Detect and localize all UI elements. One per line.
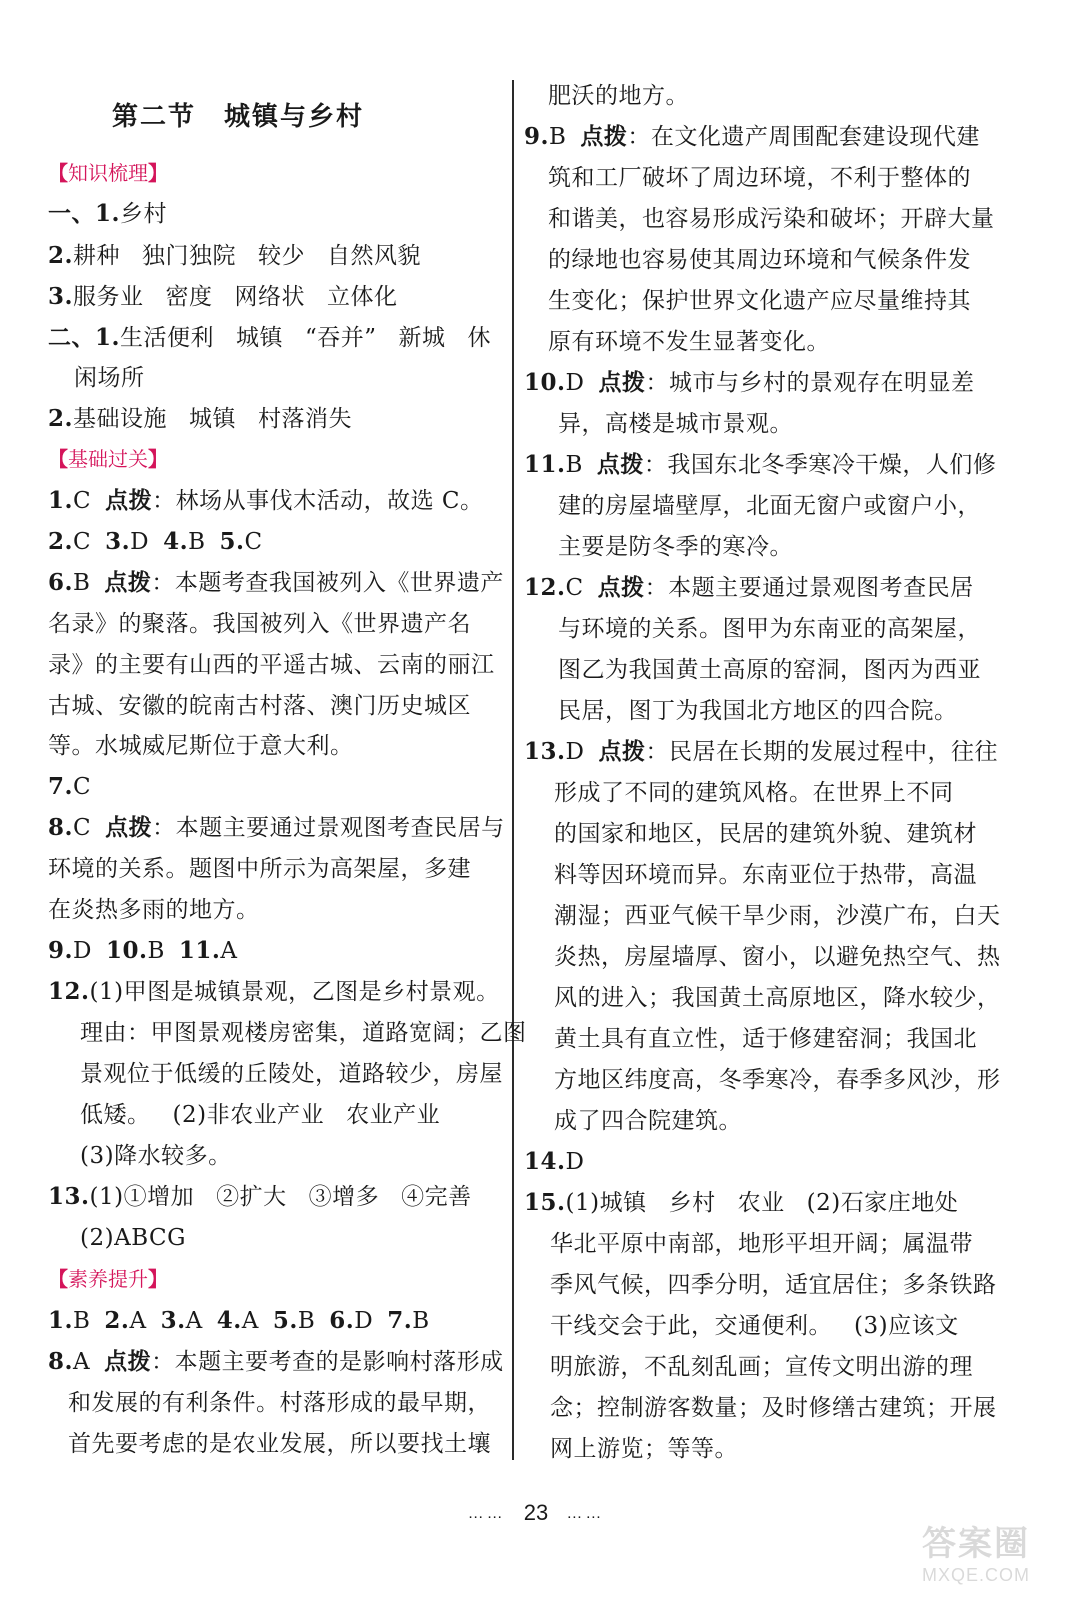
answer-r15-line: 明旅游，不乱刻乱画；宣传文明出游的理 — [550, 1354, 973, 1380]
answer-k2: 2.耕种 独门独院 较少 自然风貌 — [48, 242, 422, 269]
section-name: 城镇与乡村 — [224, 102, 365, 132]
answer-r11-line: 主要是防冬季的寒冷。 — [558, 534, 793, 560]
answer-b12-line4: 低矮。 (2)非农业产业 农业产业 — [80, 1102, 441, 1128]
answer-r15-line: 念；控制游客数量；及时修缮古建筑；开展 — [550, 1395, 997, 1421]
answer-r13-line: 料等因环境而异。东南亚位于热带，高温 — [554, 862, 977, 888]
answer-b6-line: 名录》的聚落。我国被列入《世界遗产名 — [48, 611, 471, 637]
answer-k1: 一、1.乡村 — [48, 200, 168, 227]
answer-k5: 2.基础设施 城镇 村落消失 — [48, 405, 353, 432]
answer-b2-5: 2.C 3.D 4.B 5.C — [48, 528, 263, 555]
answer-b8-line: 在炎热多雨的地方。 — [48, 897, 260, 923]
answer-b6-line: 等。水城威尼斯位于意大利。 — [48, 733, 354, 759]
answer-r13-line: 方地区纬度高，冬季寒冷，春季多风沙，形 — [554, 1067, 1001, 1093]
answer-r9: 9.B 点拨：在文化遗产周围配套建设现代建 — [524, 123, 980, 150]
answer-s8-line: 首先要考虑的是农业发展，所以要找土壤 — [68, 1431, 491, 1457]
answer-b12-line5: (3)降水较多。 — [80, 1143, 232, 1169]
answer-s8-cont: 肥沃的地方。 — [548, 83, 689, 109]
page-number: 23 — [523, 1500, 549, 1525]
footer-dots-left: …… — [467, 1505, 506, 1523]
answer-k3: 3.服务业 密度 网络状 立体化 — [48, 283, 398, 310]
answer-r15-line: 网上游览；等等。 — [550, 1436, 738, 1462]
watermark-logo: 答案圈 MXQE.COM — [922, 1525, 1031, 1585]
answer-r10: 10.D 点拨：城市与乡村的景观存在明显差 — [524, 369, 975, 396]
answer-r15-line: 华北平原中南部，地形平坦开阔；属温带 — [550, 1231, 973, 1257]
answer-r9-line: 和谐美，也容易形成污染和破坏；开辟大量 — [548, 206, 995, 232]
answer-r14: 14.D — [524, 1148, 585, 1175]
answer-r13-line: 风的进入；我国黄土高原地区，降水较少， — [554, 985, 1001, 1011]
answer-b1: 1.C 点拨：林场从事伐木活动，故选 C。 — [48, 487, 484, 514]
answer-r9-line: 筑和工厂破坏了周边环境，不利于整体的 — [548, 165, 971, 191]
answer-r12-line: 民居，图丁为我国北方地区的四合院。 — [558, 698, 958, 724]
footer-dots-right: …… — [566, 1505, 605, 1523]
answer-r15-line: 季风气候，四季分明，适宜居住；多条铁路 — [550, 1272, 997, 1298]
answer-b8: 8.C 点拨：本题主要通过景观图考查民居与 — [48, 814, 505, 841]
answer-s1-7: 1.B 2.A 3.A 4.A 5.B 6.D 7.B — [48, 1307, 430, 1334]
answer-r13: 13.D 点拨：民居在长期的发展过程中，往往 — [524, 738, 998, 765]
answer-r13-line: 成了四合院建筑。 — [554, 1108, 742, 1134]
answer-b13: 13.(1)①增加 ②扩大 ③增多 ④完善 — [48, 1183, 472, 1210]
answer-k4: 二、1.生活便利 城镇 “吞并” 新城 休 — [48, 324, 492, 351]
answer-r9-line: 的绿地也容易使其周边环境和气候条件发 — [548, 247, 971, 273]
answer-r11-line: 建的房屋墙壁厚，北面无窗户或窗户小， — [558, 493, 981, 519]
answer-r13-line: 的国家和地区，民居的建筑外貌、建筑材 — [554, 821, 977, 847]
section-number: 第二节 — [112, 102, 197, 132]
answer-b12-line: 景观位于低缓的丘陵处，道路较少，房屋 — [80, 1061, 503, 1087]
answer-r12-line: 图乙为我国黄土高原的窑洞，图丙为西亚 — [558, 657, 981, 683]
answer-s8: 8.A 点拨：本题主要考查的是影响村落形成 — [48, 1348, 504, 1375]
answer-r12: 12.C 点拨：本题主要通过景观图考查民居 — [524, 574, 974, 601]
answer-s8-line: 和发展的有利条件。村落形成的最早期， — [68, 1390, 491, 1416]
column-divider — [512, 80, 514, 1460]
answer-r15: 15.(1)城镇 乡村 农业 (2)石家庄地处 — [524, 1189, 959, 1216]
answer-b9-11: 9.D 10.B 11.A — [48, 937, 238, 964]
answer-r13-line: 炎热，房屋墙厚、窗小，以避免热空气、热 — [554, 944, 1001, 970]
answer-r10-line: 异，高楼是城市景观。 — [558, 411, 793, 437]
answer-b12: 12.(1)甲图是城镇景观，乙图是乡村景观。 — [48, 978, 500, 1005]
answer-b12-line: 理由：甲图景观楼房密集，道路宽阔；乙图 — [80, 1020, 527, 1046]
answer-r11: 11.B 点拨：我国东北冬季寒冷干燥，人们修 — [524, 451, 997, 478]
page-footer — [0, 1500, 1072, 1526]
heading-improve: 【素养提升】 — [48, 1267, 168, 1291]
answer-r13-line: 形成了不同的建筑风格。在世界上不同 — [554, 780, 954, 806]
answer-b6: 6.B 点拨：本题考查我国被列入《世界遗产 — [48, 569, 504, 596]
answer-r12-line: 与环境的关系。图甲为东南亚的高架屋， — [558, 616, 981, 642]
answer-k4-cont: 闲场所 — [74, 365, 145, 391]
answer-b6-line: 录》的主要有山西的平遥古城、云南的丽江 — [48, 652, 495, 678]
answer-r9-line: 原有环境不发生显著变化。 — [548, 329, 830, 355]
answer-r13-line: 潮湿；西亚气候干旱少雨，沙漠广布，白天 — [554, 903, 1001, 929]
answer-r13-line: 黄土具有直立性，适于修建窑洞；我国北 — [554, 1026, 977, 1052]
answer-b7: 7.C — [48, 773, 92, 800]
heading-basic: 【基础过关】 — [48, 447, 168, 471]
answer-r15-line4: 干线交会于此，交通便利。 (3)应该文 — [550, 1313, 959, 1339]
section-title — [112, 96, 364, 133]
answer-b13-line2: (2)ABCG — [80, 1225, 186, 1251]
heading-knowledge: 【知识梳理】 — [48, 161, 168, 185]
answer-r9-line: 生变化；保护世界文化遗产应尽量维持其 — [548, 288, 971, 314]
answer-b8-line: 环境的关系。题图中所示为高架屋，多建 — [48, 856, 471, 882]
answer-b6-line: 古城、安徽的皖南古村落、澳门历史城区 — [48, 693, 471, 719]
